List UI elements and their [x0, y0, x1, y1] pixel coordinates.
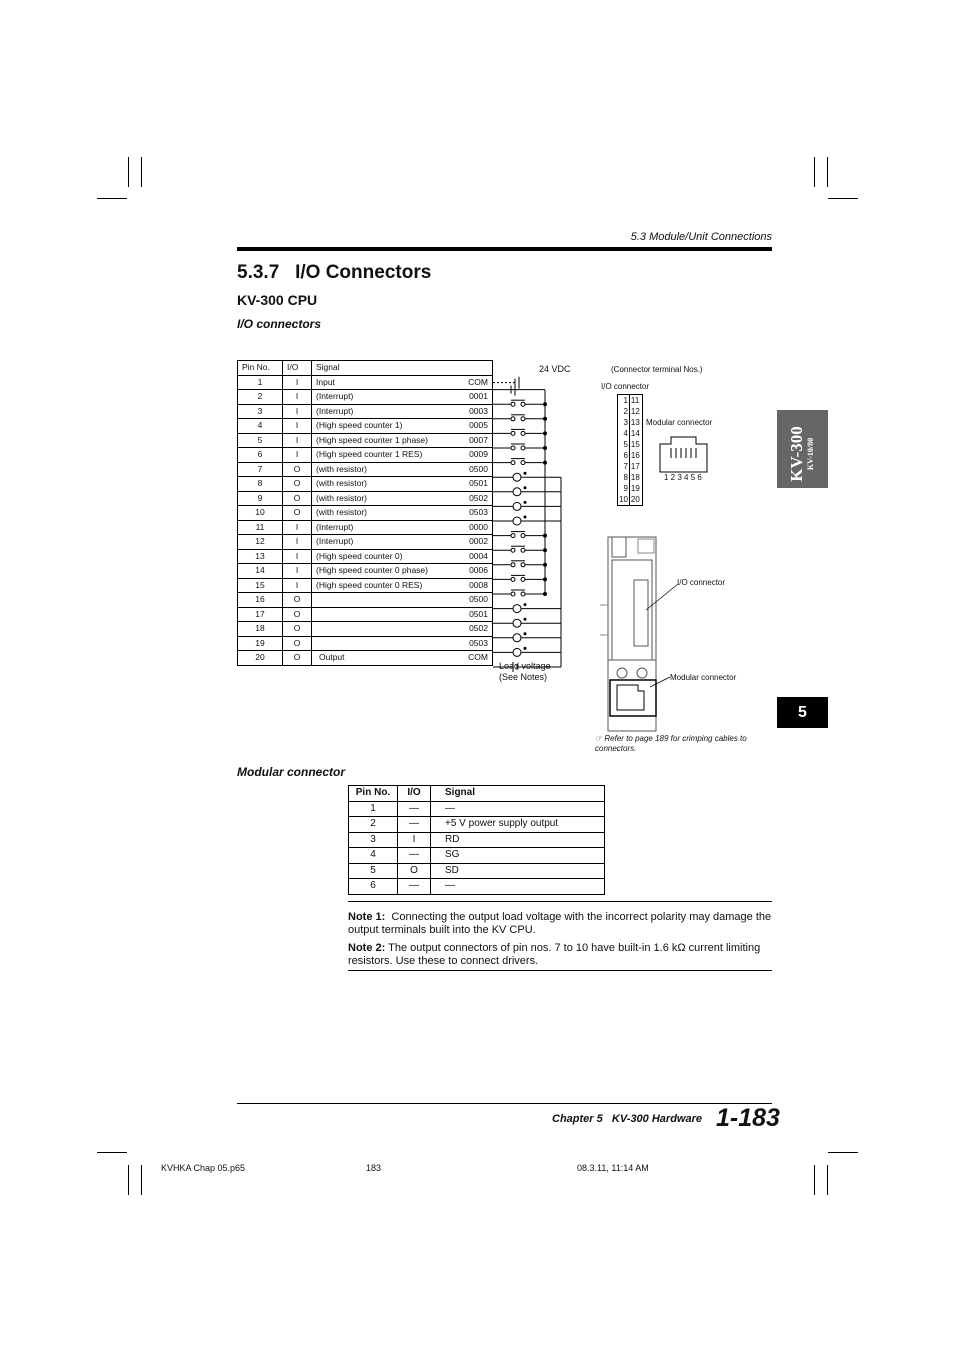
- signal-cell: (Interrupt): [312, 390, 459, 405]
- terminal-row: [618, 417, 643, 428]
- table-row: [349, 848, 605, 864]
- terminal-right: 14: [630, 429, 640, 438]
- terminal-right: 17: [630, 462, 640, 471]
- terminal-row: [618, 406, 643, 417]
- load-symbol: [513, 605, 521, 613]
- switch-contact: [521, 592, 525, 596]
- pin-cell: 9: [238, 491, 283, 506]
- switch-contact: [521, 548, 525, 552]
- footer-chapter: Chapter 5 KV-300 Hardware: [552, 1113, 702, 1125]
- io-cell: I: [283, 375, 312, 390]
- address-cell: 0008: [458, 578, 492, 593]
- terminal-left: 9: [618, 483, 630, 494]
- header-pin: Pin No.: [238, 361, 283, 376]
- signal-cell: [312, 636, 459, 651]
- pin-cell: 16: [238, 593, 283, 608]
- signal-cell: SD: [431, 863, 605, 879]
- io-connectors-heading: I/O connectors: [237, 317, 322, 331]
- io-cell: O: [283, 491, 312, 506]
- switch-contact: [521, 431, 525, 435]
- address-cell: 0001: [458, 390, 492, 405]
- header-signal: Signal: [312, 361, 493, 376]
- io-cell: —: [398, 801, 431, 817]
- address-cell: 0501: [458, 607, 492, 622]
- terminal-right: 16: [630, 451, 640, 460]
- switch-contact: [521, 461, 525, 465]
- terminal-row: [618, 461, 643, 472]
- header-pin: Pin No.: [349, 786, 398, 802]
- note-2-label: Note 2:: [348, 942, 386, 954]
- terminal-row: [618, 494, 643, 506]
- connector-terminal-grid: [617, 394, 643, 506]
- signal-cell: Output: [312, 651, 459, 666]
- io-cell: I: [398, 832, 431, 848]
- address-cell: 0009: [458, 448, 492, 463]
- terminal-right: 12: [630, 407, 640, 416]
- crop-mark: [128, 1165, 129, 1195]
- signal-cell: (Interrupt): [312, 535, 459, 550]
- terminal-row: [618, 450, 643, 461]
- terminal-left: 6: [618, 450, 630, 461]
- pin-cell: 12: [238, 535, 283, 550]
- io-cell: —: [398, 817, 431, 833]
- switch-contact: [521, 534, 525, 538]
- junction-dot: [544, 403, 547, 406]
- header-io: I/O: [283, 361, 312, 376]
- wiring-diagram: [493, 360, 573, 690]
- signal-cell: [312, 593, 459, 608]
- signal-cell: (with resistor): [312, 477, 459, 492]
- signal-cell: (Interrupt): [312, 520, 459, 535]
- crop-mark: [814, 157, 815, 187]
- switch-contact: [511, 548, 515, 552]
- table-header-row: [349, 786, 605, 802]
- io-cell: I: [283, 520, 312, 535]
- signal-cell: RD: [431, 832, 605, 848]
- signal-cell: SG: [431, 848, 605, 864]
- signal-cell: (High speed counter 0 phase): [312, 564, 459, 579]
- signal-cell: (High speed counter 0 RES): [312, 578, 459, 593]
- signal-cell: (with resistor): [312, 506, 459, 521]
- address-cell: 0002: [458, 535, 492, 550]
- address-cell: COM: [458, 375, 492, 390]
- io-cell: O: [283, 636, 312, 651]
- modular-connector-label: Modular connector: [646, 418, 713, 427]
- pin-cell: 13: [238, 549, 283, 564]
- unit-io-connector-label: I/O connector: [677, 578, 726, 587]
- terminal-left: 3: [618, 417, 630, 428]
- side-tab-main: KV-300: [787, 426, 806, 482]
- table-row: [238, 419, 493, 434]
- address-cell: 0007: [458, 433, 492, 448]
- pin-cell: 15: [238, 578, 283, 593]
- pin-cell: 5: [349, 863, 398, 879]
- switch-contact: [511, 563, 515, 567]
- pin-cell: 18: [238, 622, 283, 637]
- switch-contact: [511, 446, 515, 450]
- terminal-left: 5: [618, 439, 630, 450]
- table-row: [238, 491, 493, 506]
- signal-cell: (High speed counter 1 RES): [312, 448, 459, 463]
- terminal-row: [618, 439, 643, 450]
- switch-contact: [521, 417, 525, 421]
- footer-file: KVHKA Chap 05.p65: [161, 1163, 246, 1173]
- junction-dot: [544, 593, 547, 596]
- table-row: [349, 817, 605, 833]
- note-2: [348, 942, 772, 968]
- table-row: [238, 578, 493, 593]
- crop-mark: [128, 157, 129, 187]
- modular-pin-table: [348, 785, 605, 895]
- table-header-row: [238, 361, 493, 376]
- io-cell: I: [283, 564, 312, 579]
- polarity-dot: [524, 647, 526, 649]
- terminal-right: 19: [630, 484, 640, 493]
- address-cell: 0502: [458, 491, 492, 506]
- terminal-right: 15: [630, 440, 640, 449]
- table-row: [238, 375, 493, 390]
- switch-contact: [521, 402, 525, 406]
- pin-cell: 5: [238, 433, 283, 448]
- signal-cell: [312, 622, 459, 637]
- pin-cell: 8: [238, 477, 283, 492]
- table-row: [238, 636, 493, 651]
- polarity-dot: [524, 501, 526, 503]
- io-cell: I: [283, 448, 312, 463]
- switch-contact: [511, 461, 515, 465]
- chapter-tab: 5: [777, 697, 828, 728]
- crop-mark: [141, 157, 142, 187]
- signal-cell: +5 V power supply output: [431, 817, 605, 833]
- signal-cell: Input: [312, 375, 459, 390]
- io-cell: I: [283, 578, 312, 593]
- io-cell: O: [283, 622, 312, 637]
- io-pin-table: [237, 360, 493, 666]
- page-number: 1-183: [716, 1104, 780, 1132]
- io-cell: I: [283, 549, 312, 564]
- load-voltage-label: Load voltage: [499, 661, 551, 671]
- signal-cell: [312, 607, 459, 622]
- polarity-dot: [524, 604, 526, 606]
- crop-mark: [828, 1152, 858, 1153]
- address-cell: 0006: [458, 564, 492, 579]
- polarity-dot: [524, 472, 526, 474]
- terminal-row: [618, 428, 643, 439]
- io-cell: —: [398, 848, 431, 864]
- crop-mark: [97, 1152, 127, 1153]
- footer-sheet: 183: [366, 1163, 382, 1173]
- terminal-right: 11: [630, 396, 640, 405]
- load-symbol: [513, 473, 521, 481]
- pin-cell: 17: [238, 607, 283, 622]
- table-row: [349, 801, 605, 817]
- section-subtitle: KV-300 CPU: [237, 292, 318, 308]
- junction-dot: [544, 578, 547, 581]
- modular-connector-icon: [659, 436, 709, 476]
- terminal-left: 10: [619, 495, 628, 504]
- signal-cell: —: [431, 801, 605, 817]
- table-row: [238, 477, 493, 492]
- crop-mark: [141, 1165, 142, 1195]
- load-voltage-note: (See Notes): [499, 672, 548, 682]
- reference-text: Refer to page 189 for crimping cables to connectors.: [595, 734, 747, 753]
- pin-cell: 14: [238, 564, 283, 579]
- switch-contact: [511, 592, 515, 596]
- table-row: [238, 564, 493, 579]
- signal-cell: (High speed counter 0): [312, 549, 459, 564]
- note-2-text: The output connectors of pin nos. 7 to 10 have built-in 1.6 kΩ current limiting resistors. Use these to connect drivers.: [348, 942, 761, 967]
- load-symbol: [513, 634, 521, 642]
- io-cell: O: [283, 477, 312, 492]
- table-row: [238, 390, 493, 405]
- header-rule: [237, 247, 772, 251]
- terminal-row: [618, 395, 643, 407]
- io-cell: O: [398, 863, 431, 879]
- io-cell: I: [283, 419, 312, 434]
- signal-cell: (with resistor): [312, 491, 459, 506]
- terminal-caption: (Connector terminal Nos.): [611, 365, 703, 374]
- address-cell: 0004: [458, 549, 492, 564]
- table-row: [238, 404, 493, 419]
- switch-contact: [511, 577, 515, 581]
- signal-cell: (with resistor): [312, 462, 459, 477]
- terminal-row: [618, 472, 643, 483]
- table-row: [238, 549, 493, 564]
- running-header: 5.3 Module/Unit Connections: [630, 231, 772, 243]
- load-symbol: [513, 648, 521, 656]
- header-io: I/O: [398, 786, 431, 802]
- note-1-label: Note 1:: [348, 911, 386, 923]
- terminal-left: 2: [618, 406, 630, 417]
- polarity-dot: [524, 516, 526, 518]
- pin-cell: 6: [238, 448, 283, 463]
- pin-cell: 19: [238, 636, 283, 651]
- crop-mark: [827, 157, 828, 187]
- modular-connector-leader: [648, 675, 672, 689]
- terminal-right: 13: [630, 418, 640, 427]
- address-cell: 0502: [458, 622, 492, 637]
- io-cell: I: [283, 535, 312, 550]
- modular-connector-heading: Modular connector: [237, 765, 346, 779]
- note-1: [348, 911, 772, 937]
- terminal-left: 8: [618, 472, 630, 483]
- pin-cell: 1: [349, 801, 398, 817]
- io-connector-label: I/O connector: [601, 382, 650, 391]
- address-cell: COM: [458, 651, 492, 666]
- table-row: [349, 832, 605, 848]
- junction-dot: [544, 447, 547, 450]
- load-symbol: [513, 517, 521, 525]
- io-connector-leader: [644, 582, 680, 612]
- pin-cell: 3: [349, 832, 398, 848]
- table-row: [238, 433, 493, 448]
- terminal-left: 1: [618, 395, 630, 407]
- header-signal: Signal: [431, 786, 605, 802]
- pin-cell: 6: [349, 879, 398, 895]
- io-cell: O: [283, 506, 312, 521]
- io-cell: O: [283, 593, 312, 608]
- table-row: [238, 520, 493, 535]
- address-cell: 0501: [458, 477, 492, 492]
- reference-arrow-icon: ☞: [595, 734, 605, 743]
- load-symbol: [513, 488, 521, 496]
- address-cell: 0500: [458, 462, 492, 477]
- io-cell: I: [283, 404, 312, 419]
- pin-cell: 11: [238, 520, 283, 535]
- junction-dot: [544, 534, 547, 537]
- junction-dot: [544, 417, 547, 420]
- terminal-right: 18: [630, 473, 640, 482]
- note-1-text: Connecting the output load voltage with the incorrect polarity may damage the output terminals built into the KV CPU.: [348, 911, 772, 936]
- switch-contact: [511, 417, 515, 421]
- switch-contact: [521, 563, 525, 567]
- modular-pin-numbers: 1 2 3 4 5 6: [664, 473, 702, 482]
- junction-dot: [544, 432, 547, 435]
- notes-bottom-rule: [348, 970, 772, 971]
- address-cell: 0003: [458, 404, 492, 419]
- io-cell: I: [283, 390, 312, 405]
- pin-cell: 7: [238, 462, 283, 477]
- switch-contact: [511, 534, 515, 538]
- pin-cell: 4: [349, 848, 398, 864]
- unit-modular-connector-label: Modular connector: [670, 673, 737, 682]
- pin-cell: 2: [238, 390, 283, 405]
- io-cell: O: [283, 607, 312, 622]
- switch-contact: [511, 402, 515, 406]
- crop-mark: [814, 1165, 815, 1195]
- pin-cell: 20: [238, 651, 283, 666]
- terminal-left: 7: [618, 461, 630, 472]
- table-row: [238, 448, 493, 463]
- signal-cell: (High speed counter 1 phase): [312, 433, 459, 448]
- address-cell: 0503: [458, 506, 492, 521]
- load-symbol: [513, 502, 521, 510]
- pin-cell: 1: [238, 375, 283, 390]
- pin-cell: 2: [349, 817, 398, 833]
- crop-mark: [828, 198, 858, 199]
- crop-mark: [97, 198, 127, 199]
- polarity-dot: [524, 487, 526, 489]
- table-row: [238, 622, 493, 637]
- address-cell: 0500: [458, 593, 492, 608]
- terminal-left: 4: [618, 428, 630, 439]
- section-title: 5.3.7 I/O Connectors: [237, 262, 432, 283]
- polarity-dot: [524, 618, 526, 620]
- table-row: [238, 593, 493, 608]
- table-row: [349, 879, 605, 895]
- table-row: [238, 607, 493, 622]
- address-cell: 0503: [458, 636, 492, 651]
- signal-cell: (High speed counter 1): [312, 419, 459, 434]
- switch-contact: [511, 431, 515, 435]
- table-row: [238, 506, 493, 521]
- signal-cell: (Interrupt): [312, 404, 459, 419]
- pin-cell: 10: [238, 506, 283, 521]
- table-row: [238, 535, 493, 550]
- io-cell: I: [283, 433, 312, 448]
- junction-dot: [544, 461, 547, 464]
- load-symbol: [513, 619, 521, 627]
- side-tab-sub: KV-10/80: [806, 437, 815, 471]
- unit-drawing: [598, 535, 660, 735]
- switch-contact: [521, 446, 525, 450]
- io-cell: O: [283, 462, 312, 477]
- pin-cell: 4: [238, 419, 283, 434]
- io-cell: O: [283, 651, 312, 666]
- table-row: [238, 651, 493, 666]
- address-cell: 0005: [458, 419, 492, 434]
- terminal-right: 20: [630, 495, 640, 504]
- table-row: [349, 863, 605, 879]
- io-cell: —: [398, 879, 431, 895]
- pin-cell: 3: [238, 404, 283, 419]
- kv300-side-tab-text: [788, 422, 816, 486]
- footer-date: 08.3.11, 11:14 AM: [577, 1163, 649, 1173]
- junction-dot: [544, 563, 547, 566]
- signal-cell: —: [431, 879, 605, 895]
- crop-mark: [827, 1165, 828, 1195]
- footer-rule: [237, 1103, 772, 1104]
- switch-contact: [521, 577, 525, 581]
- junction-dot: [544, 549, 547, 552]
- table-row: [238, 462, 493, 477]
- crimping-reference: [595, 734, 775, 754]
- supply-label: 24 VDC: [539, 364, 571, 374]
- polarity-dot: [524, 633, 526, 635]
- address-cell: 0000: [458, 520, 492, 535]
- terminal-row: [618, 483, 643, 494]
- notes-top-rule: [348, 901, 772, 902]
